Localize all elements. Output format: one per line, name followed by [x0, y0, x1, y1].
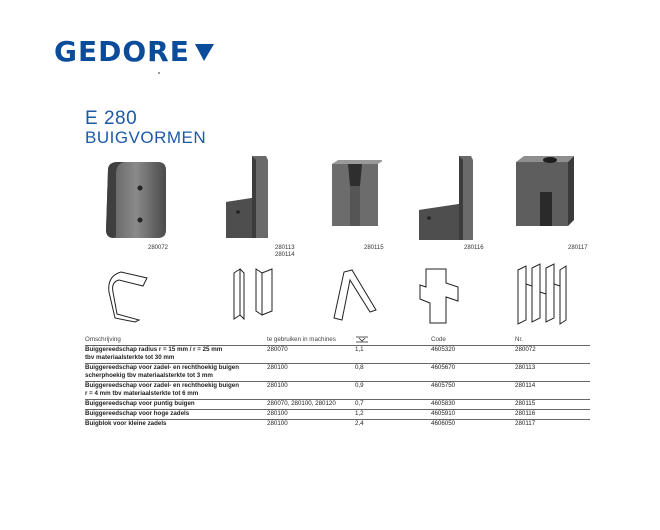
part-label-280115: 280115 [364, 245, 384, 251]
brand-name: GEDORE [54, 35, 190, 68]
drawing-small-saddle-block [512, 262, 572, 328]
product-subtitle: BUIGVORMEN [85, 128, 207, 147]
row-machines: 280100 [267, 410, 288, 417]
row-value: 0,8 [355, 364, 364, 371]
row-description-line: Buiggereedschap radius r = 15 mm / r = 25 mm [85, 346, 223, 353]
row-description-line: scherphoekig tbv materiaalsterkte tot 3 mm [85, 372, 213, 379]
part-label-280072: 280072 [148, 245, 169, 251]
row-description-line: Buigblok voor kleine zadels [85, 420, 167, 427]
spec-table [85, 336, 590, 429]
table-row [85, 419, 590, 429]
row-code: 4605830 [431, 400, 456, 407]
part-photo-280115 [330, 160, 382, 228]
brand-arrow-icon [193, 41, 215, 63]
row-nr: 280114 [515, 382, 536, 389]
part-label-280117: 280117 [568, 245, 588, 251]
row-value: 0,9 [355, 382, 364, 389]
table-header [85, 336, 590, 345]
row-description-line: Buiggereedschap voor zadel- en rechthoekig buigen [85, 364, 240, 371]
row-description-line: Buiggereedschap voor zadel- en rechthoekig buigen [85, 382, 240, 389]
part-label-280113: 280113 [275, 245, 295, 251]
header-code: Code [431, 336, 446, 343]
row-nr: 280116 [515, 410, 536, 417]
row-nr: 280115 [515, 400, 536, 407]
row-machines: 280100 [267, 420, 288, 427]
row-description-line: Buiggereedschap voor puntig buigen [85, 400, 195, 407]
drawing-saddle-bend [228, 265, 278, 325]
divider-dot [158, 72, 160, 74]
table-row [85, 381, 590, 399]
row-machines: 280070, 280100, 280120 [267, 400, 336, 407]
part-photo-280117 [512, 156, 576, 228]
header-machines: te gebruiken in machines [267, 336, 336, 343]
row-code: 4605320 [431, 346, 456, 353]
part-label-280114: 280114 [275, 252, 295, 258]
part-photo-280072 [100, 160, 170, 240]
product-code-title: E 280 [85, 108, 138, 129]
row-description-line: tbv materiaalsterkte tot 30 mm [85, 354, 175, 361]
row-description-line: Buiggereedschap voor hoge zadels [85, 410, 190, 417]
part-photo-280113 [222, 154, 274, 242]
row-code: 4605750 [431, 382, 456, 389]
table-row [85, 363, 590, 381]
header-nr: Nr. [515, 336, 523, 343]
header-description: Omschrijving [85, 336, 121, 343]
drawing-pointed-bend [330, 266, 380, 326]
row-value: 2,4 [355, 420, 364, 427]
row-value: 1,2 [355, 410, 364, 417]
row-nr: 280113 [515, 364, 536, 371]
part-photo-280116 [415, 154, 477, 244]
part-label-280116: 280116 [464, 245, 484, 251]
table-row [85, 399, 590, 409]
row-code: 4606050 [431, 420, 456, 427]
drawing-high-saddle [416, 265, 462, 327]
brand-logo [54, 36, 215, 68]
row-value: 1,1 [355, 346, 364, 353]
row-machines: 280100 [267, 382, 288, 389]
row-code: 4605910 [431, 410, 456, 417]
row-nr: 280072 [515, 346, 536, 353]
table-row [85, 345, 590, 363]
row-description-line: r = 4 mm tbv materiaalsterkte tot 6 mm [85, 390, 199, 397]
drawing-radius-bend [105, 268, 151, 324]
row-code: 4605670 [431, 364, 456, 371]
table-row [85, 409, 590, 419]
row-nr: 280117 [515, 420, 536, 427]
row-machines: 280100 [267, 364, 288, 371]
row-machines: 280070 [267, 346, 288, 353]
row-value: 0,7 [355, 400, 364, 407]
